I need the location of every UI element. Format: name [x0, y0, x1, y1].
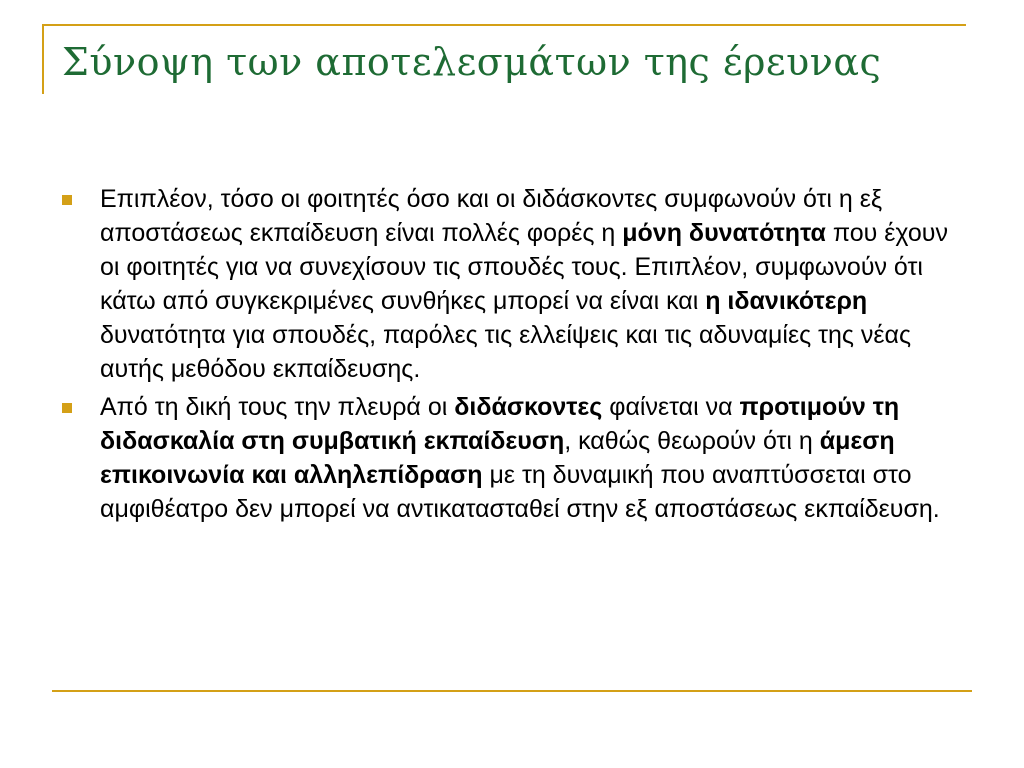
- bullet2-bold-seg3: άμεση επικοινωνία και αλληλεπίδραση: [100, 427, 895, 489]
- bullet1-text-seg1: Επιπλέον, τόσο οι φοιτητές όσο και οι διδάσκοντες συμφωνούν ότι η εξ αποστάσεως εκπαίδευση είναι πολλές φορές η: [100, 185, 883, 247]
- bullet2-text-seg2: φαίνεται να: [602, 393, 740, 421]
- bullet1-text-seg2: που έχουν οι φοιτητές για να συνεχίσουν τις σπουδές τους. Επιπλέον, συμφωνούν ότι κάτω από συγκεκριμένες συνθήκες μπορεί να είναι και: [100, 219, 948, 315]
- bullet-text-1: [100, 182, 962, 386]
- slide-title: Σύνοψη των αποτελεσμάτων της έρευνας: [62, 40, 882, 84]
- bullet2-text-seg1: Από τη δική τους την πλευρά οι: [100, 393, 455, 421]
- bottom-divider: [52, 690, 972, 692]
- top-divider: [42, 24, 966, 26]
- bullet-item-1: [62, 182, 962, 386]
- bullet2-bold-seg1: διδάσκοντες: [454, 393, 603, 421]
- left-divider: [42, 24, 44, 94]
- bullet-item-2: [62, 390, 962, 526]
- square-bullet-icon: [62, 195, 72, 205]
- bullet2-bold-seg2: προτιμούν τη διδασκαλία στη συμβατική εκπαίδευση: [100, 393, 900, 455]
- square-bullet-icon: [62, 403, 72, 413]
- slide-content: [62, 182, 962, 530]
- bullet-text-2: [100, 390, 962, 526]
- bullet1-bold-seg2: η ιδανικότερη: [705, 287, 868, 315]
- bullet2-text-seg4: με τη δυναμική που αναπτύσσεται στο αμφιθέατρο δεν μπορεί να αντικατασταθεί στην εξ αποστάσεως εκπαίδευση.: [100, 461, 940, 523]
- bullet2-text-seg3: , καθώς θεωρούν ότι η: [564, 427, 820, 455]
- bullet1-bold-seg1: μόνη δυνατότητα: [622, 219, 826, 247]
- bullet1-text-seg3: δυνατότητα για σπουδές, παρόλες τις ελλείψεις και τις αδυναμίες της νέας αυτής μεθόδου εκπαίδευσης.: [100, 321, 912, 383]
